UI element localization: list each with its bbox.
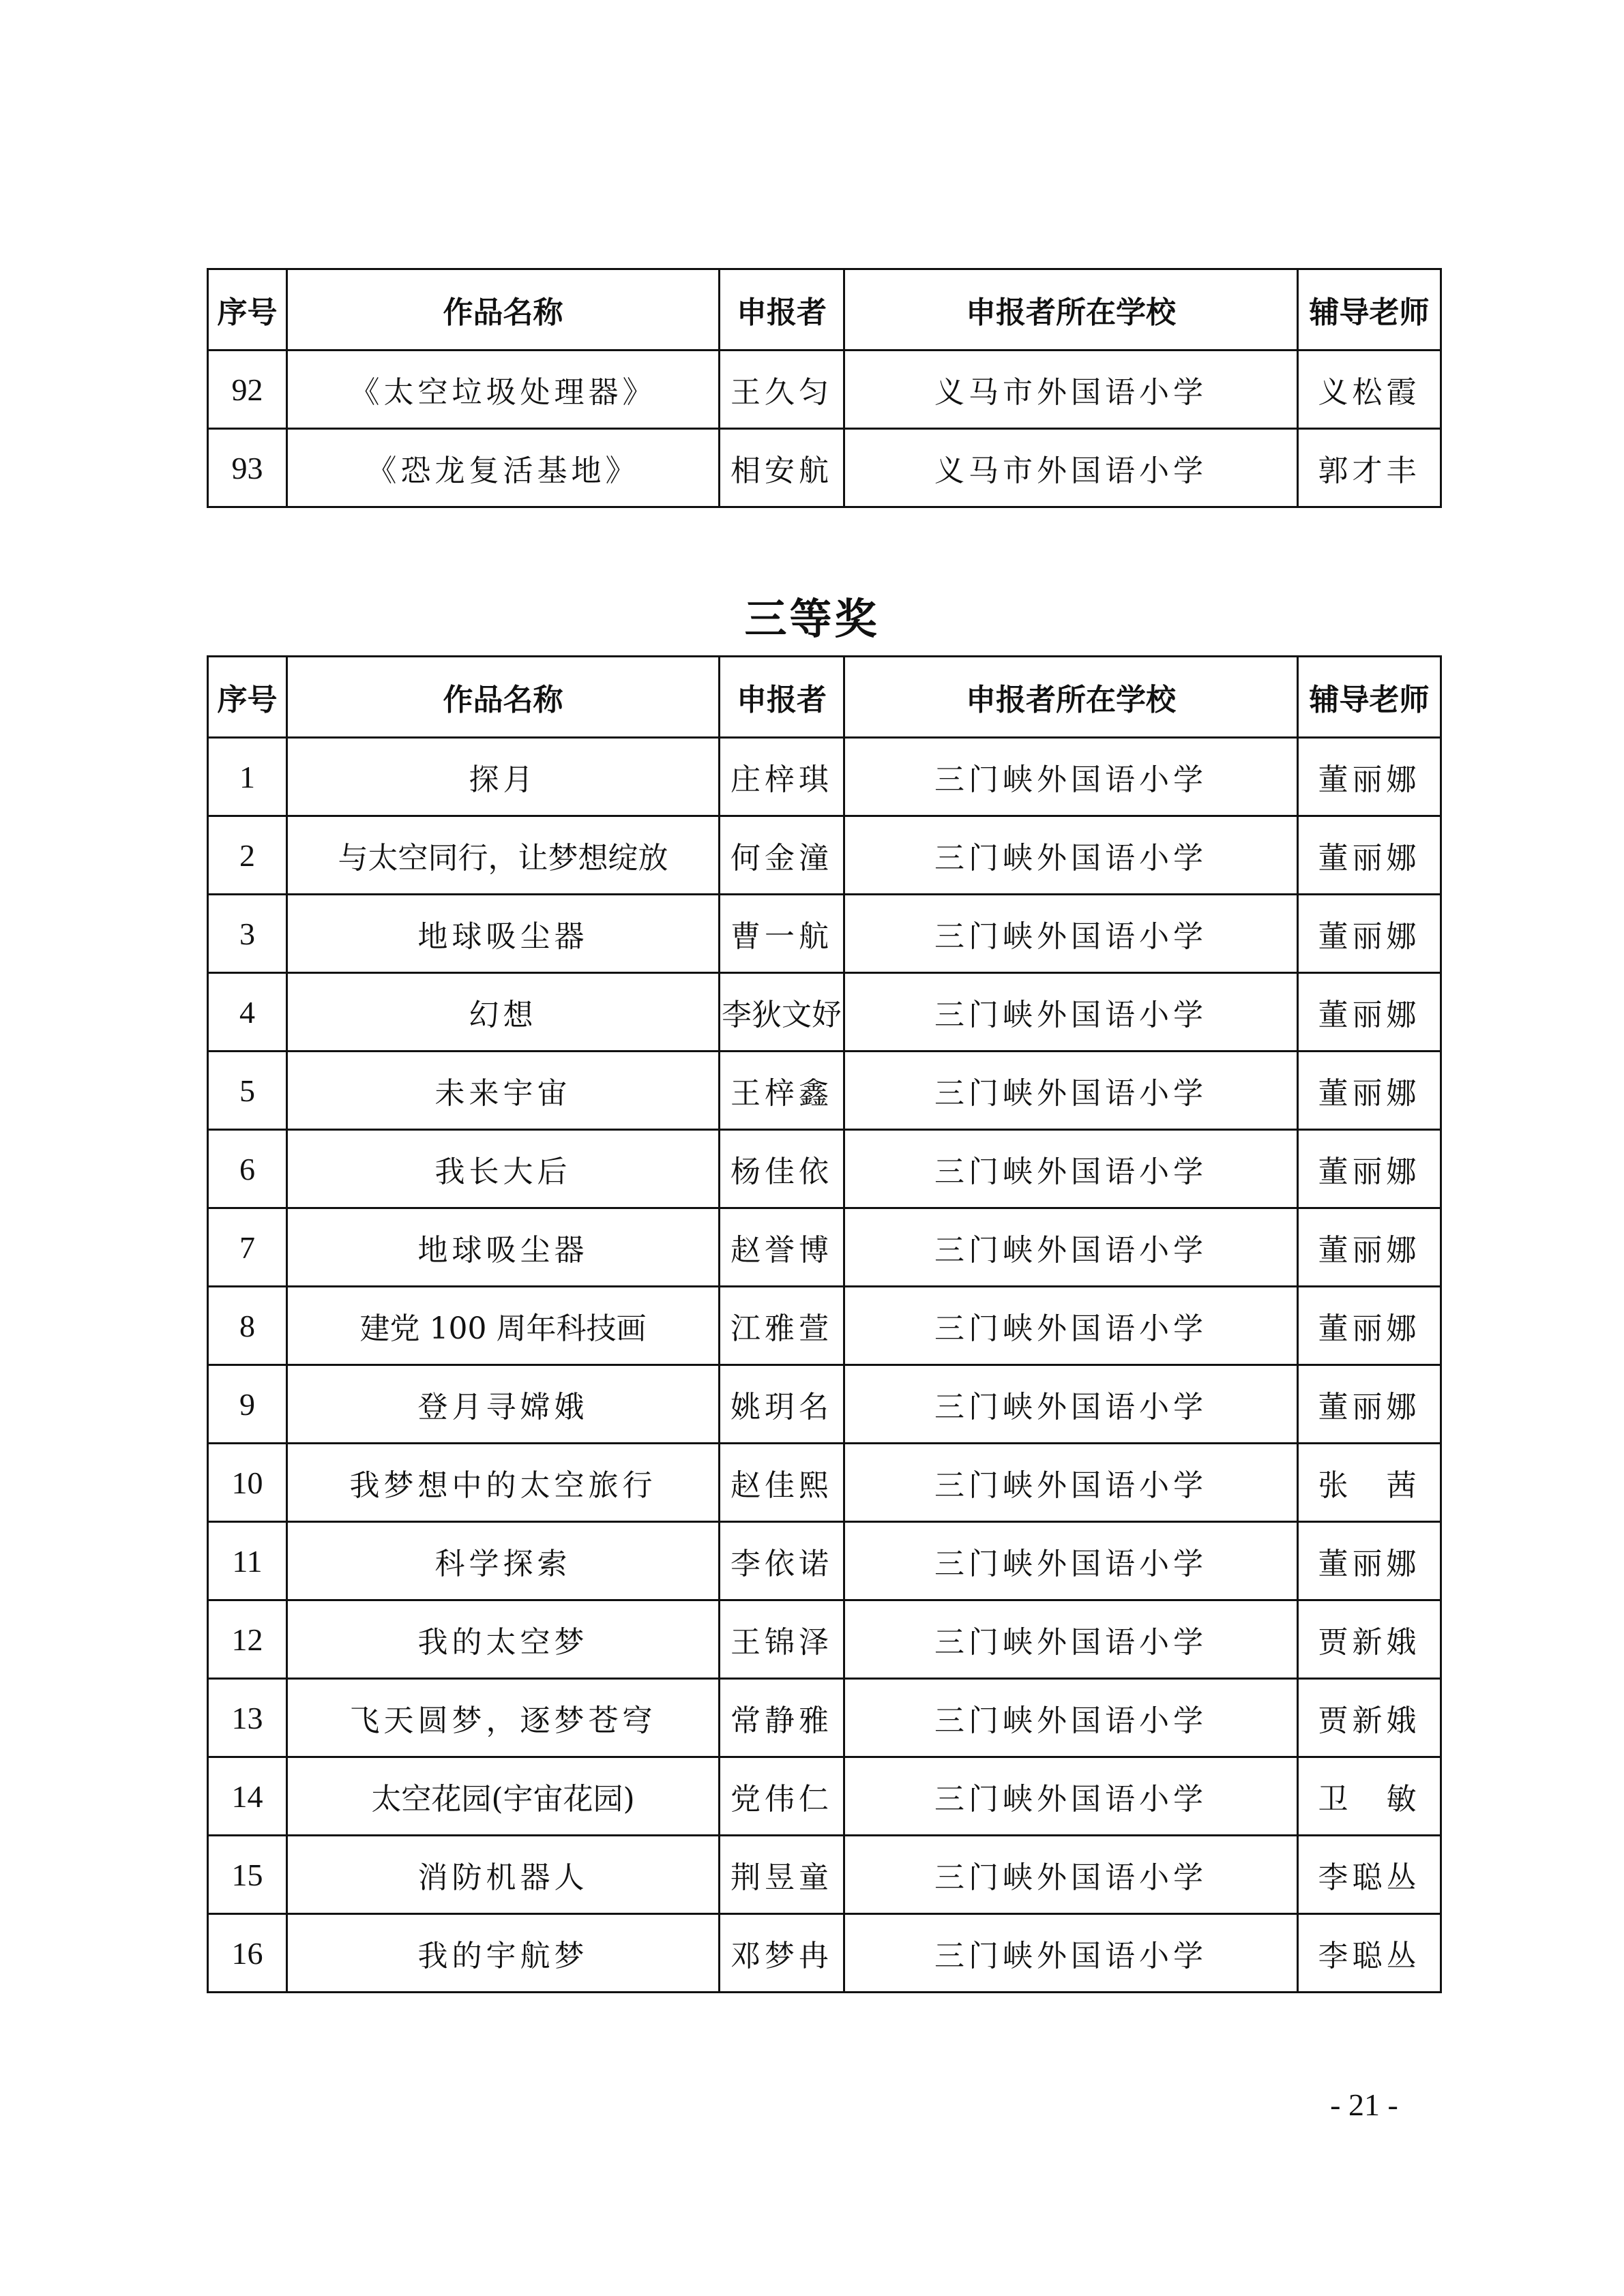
cell-work-title: 未来宇宙	[287, 1052, 720, 1130]
cell-work-title: 我的宇航梦	[287, 1914, 720, 1993]
cell-school: 三门峡外国语小学	[844, 1679, 1298, 1757]
cell-applicant: 何金潼	[720, 816, 844, 895]
table-row	[208, 1836, 1441, 1914]
table-row	[208, 1757, 1441, 1836]
header-teacher: 辅导老师	[1298, 269, 1441, 351]
cell-index: 10	[208, 1444, 287, 1522]
cell-work-title: 我的太空梦	[287, 1600, 720, 1679]
table-row	[208, 1365, 1441, 1444]
table-row	[208, 1287, 1441, 1365]
cell-teacher: 董丽娜	[1298, 973, 1441, 1052]
table-row	[208, 895, 1441, 973]
cell-applicant: 赵佳熙	[720, 1444, 844, 1522]
table-row	[208, 1130, 1441, 1208]
table-row	[208, 1914, 1441, 1993]
cell-applicant: 王久匀	[720, 351, 844, 429]
header-school: 申报者所在学校	[844, 269, 1298, 351]
cell-applicant: 王梓鑫	[720, 1052, 844, 1130]
cell-applicant: 李狄文妤	[720, 973, 844, 1052]
table-row	[208, 1444, 1441, 1522]
cell-teacher: 贾新娥	[1298, 1600, 1441, 1679]
cell-teacher: 义松霞	[1298, 351, 1441, 429]
section-title-third-prize: 三等奖	[744, 594, 880, 644]
table-header-row	[208, 269, 1441, 351]
previous-award-body	[208, 269, 1441, 507]
header-work-title: 作品名称	[287, 657, 720, 738]
table-row	[208, 1208, 1441, 1287]
cell-work-title: 我长大后	[287, 1130, 720, 1208]
cell-school: 三门峡外国语小学	[844, 1130, 1298, 1208]
cell-work-title: 与太空同行，让梦想绽放	[287, 816, 720, 895]
table-row	[208, 1052, 1441, 1130]
cell-work-title: 消防机器人	[287, 1836, 720, 1914]
cell-teacher: 董丽娜	[1298, 895, 1441, 973]
table-row	[208, 973, 1441, 1052]
cell-applicant: 荆昱童	[720, 1836, 844, 1914]
cell-index: 15	[208, 1836, 287, 1914]
cell-school: 三门峡外国语小学	[844, 1208, 1298, 1287]
cell-teacher: 董丽娜	[1298, 1130, 1441, 1208]
cell-index: 9	[208, 1365, 287, 1444]
cell-school: 三门峡外国语小学	[844, 895, 1298, 973]
table-row	[208, 816, 1441, 895]
cell-index: 4	[208, 973, 287, 1052]
cell-teacher: 贾新娥	[1298, 1679, 1441, 1757]
table-row	[208, 351, 1441, 429]
cell-teacher: 卫 敏	[1298, 1757, 1441, 1836]
cell-index: 16	[208, 1914, 287, 1993]
cell-applicant: 常静雅	[720, 1679, 844, 1757]
cell-teacher: 董丽娜	[1298, 738, 1441, 816]
cell-applicant: 曹一航	[720, 895, 844, 973]
cell-work-title: 飞天圆梦，逐梦苍穹	[287, 1679, 720, 1757]
cell-index: 92	[208, 351, 287, 429]
cell-index: 8	[208, 1287, 287, 1365]
cell-school: 三门峡外国语小学	[844, 1522, 1298, 1600]
cell-work-title: 建党 100 周年科技画	[287, 1287, 720, 1365]
table-row	[208, 738, 1441, 816]
cell-school: 三门峡外国语小学	[844, 1444, 1298, 1522]
cell-applicant: 杨佳依	[720, 1130, 844, 1208]
cell-teacher: 董丽娜	[1298, 1522, 1441, 1600]
cell-index: 1	[208, 738, 287, 816]
cell-teacher: 董丽娜	[1298, 816, 1441, 895]
page-number: - 21 -	[1330, 2087, 1398, 2122]
cell-school: 义马市外国语小学	[844, 429, 1298, 507]
third-prize-table	[207, 655, 1442, 1993]
cell-index: 93	[208, 429, 287, 507]
cell-applicant: 王锦泽	[720, 1600, 844, 1679]
cell-school: 三门峡外国语小学	[844, 1914, 1298, 1993]
cell-index: 12	[208, 1600, 287, 1679]
header-index: 序号	[208, 657, 287, 738]
cell-index: 3	[208, 895, 287, 973]
table-row	[208, 1679, 1441, 1757]
cell-school: 三门峡外国语小学	[844, 1836, 1298, 1914]
cell-work-title: 地球吸尘器	[287, 895, 720, 973]
third-prize-body	[208, 657, 1441, 1993]
table-row	[208, 429, 1441, 507]
cell-applicant: 党伟仁	[720, 1757, 844, 1836]
cell-applicant: 李依诺	[720, 1522, 844, 1600]
cell-index: 14	[208, 1757, 287, 1836]
header-school: 申报者所在学校	[844, 657, 1298, 738]
cell-applicant: 江雅萱	[720, 1287, 844, 1365]
header-teacher: 辅导老师	[1298, 657, 1441, 738]
cell-work-title: 科学探索	[287, 1522, 720, 1600]
cell-work-title: 《恐龙复活基地》	[287, 429, 720, 507]
cell-school: 三门峡外国语小学	[844, 738, 1298, 816]
cell-school: 义马市外国语小学	[844, 351, 1298, 429]
cell-teacher: 李聪丛	[1298, 1914, 1441, 1993]
cell-index: 7	[208, 1208, 287, 1287]
cell-teacher: 董丽娜	[1298, 1287, 1441, 1365]
cell-teacher: 董丽娜	[1298, 1052, 1441, 1130]
cell-school: 三门峡外国语小学	[844, 1757, 1298, 1836]
cell-index: 6	[208, 1130, 287, 1208]
cell-teacher: 董丽娜	[1298, 1208, 1441, 1287]
cell-work-title: 《太空垃圾处理器》	[287, 351, 720, 429]
cell-school: 三门峡外国语小学	[844, 1052, 1298, 1130]
cell-applicant: 赵誉博	[720, 1208, 844, 1287]
cell-index: 5	[208, 1052, 287, 1130]
cell-index: 11	[208, 1522, 287, 1600]
cell-school: 三门峡外国语小学	[844, 816, 1298, 895]
cell-teacher: 郭才丰	[1298, 429, 1441, 507]
cell-school: 三门峡外国语小学	[844, 1365, 1298, 1444]
cell-index: 2	[208, 816, 287, 895]
cell-work-title: 登月寻嫦娥	[287, 1365, 720, 1444]
cell-work-title: 探月	[287, 738, 720, 816]
cell-teacher: 李聪丛	[1298, 1836, 1441, 1914]
table-header-row	[208, 657, 1441, 738]
cell-school: 三门峡外国语小学	[844, 1600, 1298, 1679]
header-work-title: 作品名称	[287, 269, 720, 351]
cell-index: 13	[208, 1679, 287, 1757]
cell-teacher: 董丽娜	[1298, 1365, 1441, 1444]
previous-award-table	[207, 268, 1442, 508]
cell-applicant: 邓梦冉	[720, 1914, 844, 1993]
cell-work-title: 太空花园(宇宙花园)	[287, 1757, 720, 1836]
cell-work-title: 地球吸尘器	[287, 1208, 720, 1287]
header-index: 序号	[208, 269, 287, 351]
cell-applicant: 庄梓琪	[720, 738, 844, 816]
cell-school: 三门峡外国语小学	[844, 1287, 1298, 1365]
cell-work-title: 幻想	[287, 973, 720, 1052]
cell-work-title: 我梦想中的太空旅行	[287, 1444, 720, 1522]
header-applicant: 申报者	[720, 269, 844, 351]
cell-teacher: 张 茜	[1298, 1444, 1441, 1522]
cell-applicant: 姚玥名	[720, 1365, 844, 1444]
cell-applicant: 相安航	[720, 429, 844, 507]
cell-school: 三门峡外国语小学	[844, 973, 1298, 1052]
header-applicant: 申报者	[720, 657, 844, 738]
table-row	[208, 1522, 1441, 1600]
table-row	[208, 1600, 1441, 1679]
